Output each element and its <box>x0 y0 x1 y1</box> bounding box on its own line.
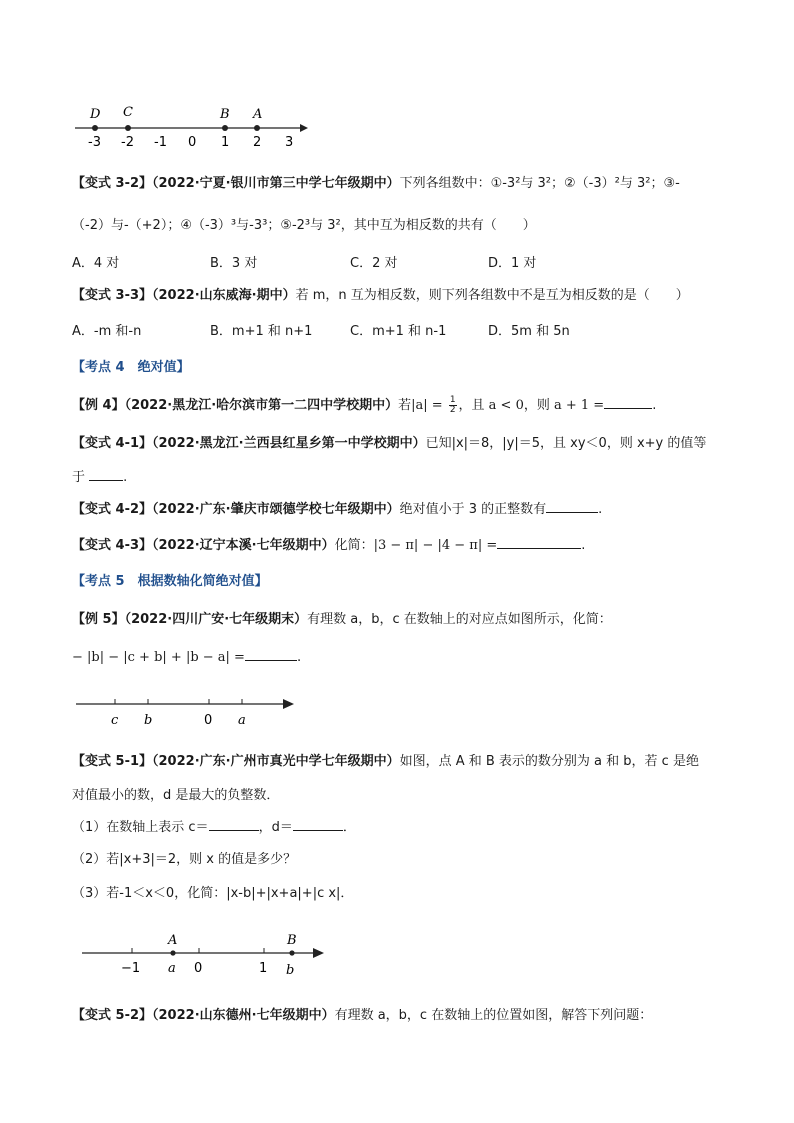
tick-label: -1 <box>154 135 167 150</box>
variant-tag: 【变式 3-2】 <box>72 176 153 191</box>
fraction-numerator: 1 <box>449 395 456 405</box>
section-heading-4: 【考点 4 绝对值】 <box>72 360 190 375</box>
question-text: 已知|x|＝8，|y|＝5，且 xy＜0，则 x+y 的值等 <box>425 436 707 451</box>
period: ． <box>342 820 356 835</box>
variant-5-2 <box>72 1004 652 1023</box>
point-d <box>92 125 98 131</box>
question-text: 如图，点 A 和 B 表示的数分别为 a 和 b，若 c 是绝 <box>399 754 699 769</box>
label-d: D <box>90 107 101 122</box>
period: . <box>581 538 586 553</box>
source: （2022·广东·广州市真光中学七年级期中） <box>152 754 400 769</box>
question-text: ，d＝ <box>258 820 293 835</box>
number-line-1 <box>70 100 315 156</box>
question-text: 化简：|3 − π| − |4 − π| = <box>334 538 498 553</box>
period: . <box>652 398 657 413</box>
tick-label: b <box>144 713 153 728</box>
tick-label: 0 <box>204 713 213 728</box>
source: （2022·四川广安·七年级期末） <box>124 612 308 627</box>
label-upper-a: A <box>168 933 178 948</box>
tick-label: 0 <box>194 961 203 976</box>
question-text: 若|a| = <box>398 398 447 413</box>
number-line-2 <box>72 692 302 732</box>
question-text: 绝对值小于 3 的正整数有 <box>399 502 547 517</box>
option-a: A．4 对 <box>72 256 120 271</box>
option-d: D．5m 和 5n <box>488 324 570 339</box>
question-text: 有理数 a，b，c 在数轴上的位置如图，解答下列问题： <box>334 1008 653 1023</box>
question-text: ，且 a < 0，则 a + 1 = <box>458 398 605 413</box>
point-c <box>125 125 131 131</box>
option-c: C．m+1 和 n-1 <box>350 324 447 339</box>
answer-blank[interactable] <box>209 818 259 831</box>
period: . <box>123 470 128 485</box>
tick-label: 0 <box>188 135 197 150</box>
variant-5-1-q2: （2）若|x+3|＝2，则 x 的值是多少？ <box>72 852 297 867</box>
answer-blank[interactable] <box>89 468 123 481</box>
tick-label: 1 <box>259 961 268 976</box>
label-lower-b: b <box>286 963 295 978</box>
tick-label: a <box>238 713 246 728</box>
example-5-line2 <box>72 648 301 665</box>
option-b: B．3 对 <box>210 256 258 271</box>
label-c: C <box>123 105 133 120</box>
source: （2022·黑龙江·哈尔滨市第一二四中学校期中） <box>124 398 399 413</box>
number-line-3 <box>78 930 328 982</box>
variant-5-1-line2: 对值最小的数，d 是最大的负整数． <box>72 788 280 803</box>
variant-4-1-line1 <box>72 432 706 451</box>
variant-tag: 【变式 5-2】 <box>72 1008 153 1023</box>
variant-4-2 <box>72 498 602 517</box>
label-upper-b: B <box>287 933 297 948</box>
point-a <box>254 125 260 131</box>
variant-4-1-line2 <box>72 466 127 485</box>
variant-tag: 【变式 3-3】 <box>72 288 153 303</box>
question-text: （1）在数轴上表示 c＝ <box>72 820 209 835</box>
variant-tag: 【变式 4-3】 <box>72 538 153 553</box>
point-b <box>289 950 294 955</box>
tick-label: 2 <box>253 135 262 150</box>
variant-3-2-line2: （-2）与-（+2）；④（-3）³与-3³；⑤-2³与 3²，其中互为相反数的共有（ ） <box>72 218 536 233</box>
question-text: 于 <box>72 470 86 485</box>
example-4 <box>72 394 656 415</box>
expression: − |b| − |c + b| + |b − a| = <box>72 650 245 665</box>
source: （2022·山东威海·期中） <box>152 288 296 303</box>
label-a: A <box>253 107 263 122</box>
answer-blank[interactable] <box>293 818 343 831</box>
question-text: 下列各组数中：①-3²与 3²；②（-3）²与 3²；③- <box>399 176 680 191</box>
period: . <box>296 650 302 665</box>
question-text: 若 m，n 互为相反数，则下列各组数中不是互为相反数的是（ ） <box>295 288 689 303</box>
source: （2022·宁夏·银川市第三中学七年级期中） <box>152 176 400 191</box>
variant-5-1-line1 <box>72 750 699 769</box>
point-a <box>170 950 175 955</box>
variant-tag: 【变式 5-1】 <box>72 754 153 769</box>
option-d: D．1 对 <box>488 256 537 271</box>
example-5-line1 <box>72 608 612 627</box>
answer-blank[interactable] <box>245 648 297 661</box>
tick-label: 1 <box>221 135 230 150</box>
tick-label: c <box>111 713 119 728</box>
variant-3-2-line1 <box>72 172 680 191</box>
label-b: B <box>220 107 230 122</box>
tick-label: -2 <box>121 135 134 150</box>
section-heading-5: 【考点 5 根据数轴化简绝对值】 <box>72 574 268 589</box>
variant-tag: 【变式 4-2】 <box>72 502 153 517</box>
source: （2022·黑龙江·兰西县红星乡第一中学校期中） <box>152 436 426 451</box>
tick-label: −1 <box>121 961 141 976</box>
example-tag: 【例 4】 <box>72 398 125 413</box>
example-tag: 【例 5】 <box>72 612 125 627</box>
answer-blank[interactable] <box>546 500 598 513</box>
period: . <box>598 502 603 517</box>
option-a: A．-m 和-n <box>72 324 142 339</box>
source: （2022·广东·肇庆市颂德学校七年级期中） <box>152 502 400 517</box>
option-b: B．m+1 和 n+1 <box>210 324 313 339</box>
fraction-one-half <box>449 396 457 415</box>
source: （2022·山东德州·七年级期中） <box>152 1008 335 1023</box>
fraction-denominator: 2 <box>449 405 456 415</box>
answer-blank[interactable] <box>604 396 652 409</box>
source: （2022·辽宁本溪·七年级期中） <box>152 538 335 553</box>
variant-tag: 【变式 4-1】 <box>72 436 153 451</box>
question-text: 有理数 a，b，c 在数轴上的对应点如图所示，化简： <box>307 612 612 627</box>
variant-5-1-q3: （3）若-1＜x＜0，化简：|x-b|+|x+a|+|c x|． <box>72 886 354 901</box>
variant-4-3 <box>72 534 585 553</box>
tick-label: 3 <box>285 135 294 150</box>
option-c: C．2 对 <box>350 256 398 271</box>
variant-5-1-q1 <box>72 816 356 835</box>
tick-label: -3 <box>88 135 101 150</box>
variant-3-3-line1 <box>72 284 689 303</box>
label-lower-a: a <box>168 961 176 976</box>
point-b <box>222 125 228 131</box>
answer-blank[interactable] <box>497 536 581 549</box>
